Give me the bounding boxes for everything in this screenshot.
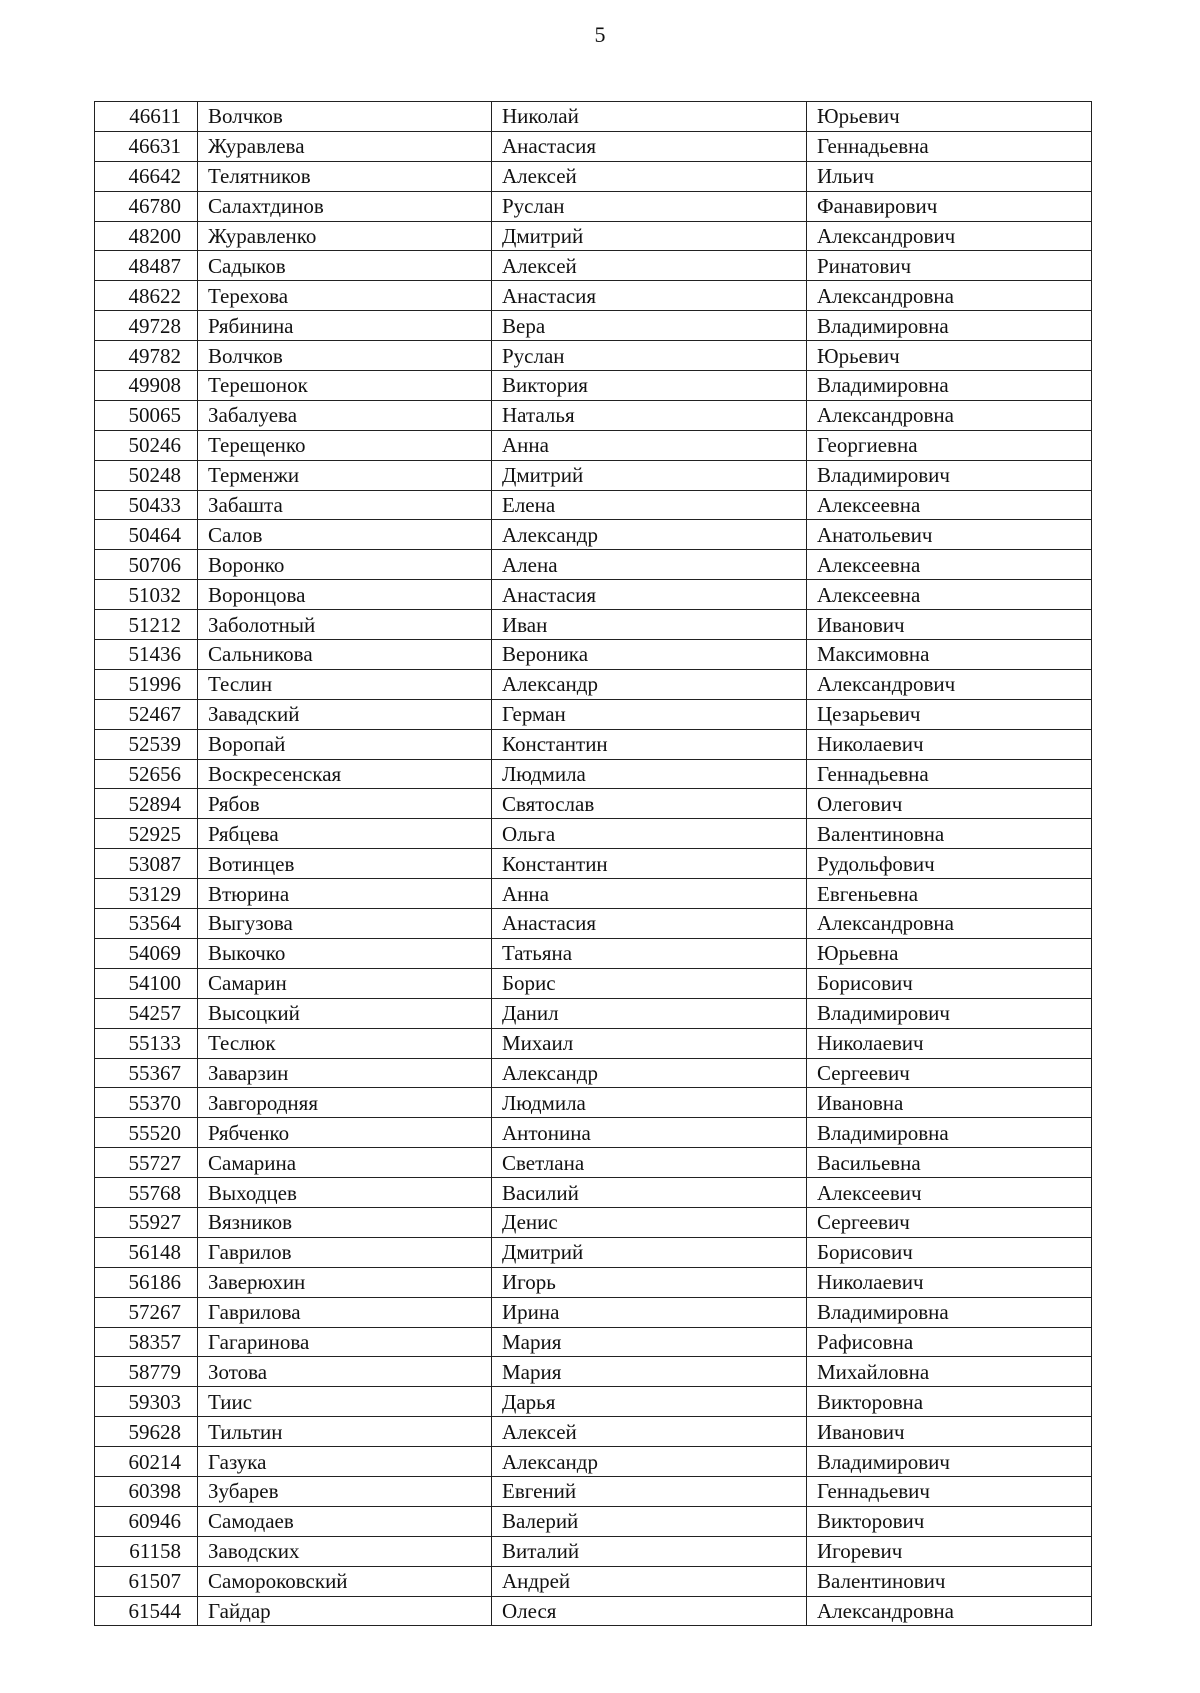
cell-surname: Салахтдинов	[198, 191, 492, 221]
cell-surname: Теслюк	[198, 1028, 492, 1058]
cell-surname: Зубарев	[198, 1476, 492, 1506]
cell-name: Анастасия	[492, 131, 807, 161]
cell-patronymic: Ильич	[807, 161, 1092, 191]
table-row	[95, 909, 1092, 939]
table-row	[95, 520, 1092, 550]
cell-surname: Заводских	[198, 1536, 492, 1566]
cell-name: Александр	[492, 1058, 807, 1088]
cell-patronymic: Николаевич	[807, 1267, 1092, 1297]
cell-id: 46642	[95, 161, 198, 191]
cell-patronymic: Михайловна	[807, 1357, 1092, 1387]
table-row	[95, 400, 1092, 430]
table-row	[95, 430, 1092, 460]
table-row	[95, 1088, 1092, 1118]
table-row	[95, 640, 1092, 670]
cell-patronymic: Александровна	[807, 909, 1092, 939]
cell-surname: Гайдар	[198, 1596, 492, 1626]
cell-patronymic: Рудольфович	[807, 849, 1092, 879]
cell-id: 51212	[95, 610, 198, 640]
cell-surname: Волчков	[198, 102, 492, 132]
cell-surname: Воронко	[198, 550, 492, 580]
table-row	[95, 1596, 1092, 1626]
cell-patronymic: Владимирович	[807, 1447, 1092, 1477]
cell-patronymic: Александровна	[807, 1596, 1092, 1626]
cell-patronymic: Викторович	[807, 1506, 1092, 1536]
cell-name: Евгений	[492, 1476, 807, 1506]
cell-id: 51436	[95, 640, 198, 670]
cell-id: 50246	[95, 430, 198, 460]
cell-patronymic: Александровна	[807, 400, 1092, 430]
cell-patronymic: Александрович	[807, 221, 1092, 251]
table-row	[95, 1506, 1092, 1536]
cell-name: Дмитрий	[492, 460, 807, 490]
cell-id: 60946	[95, 1506, 198, 1536]
cell-id: 61507	[95, 1566, 198, 1596]
table-row	[95, 251, 1092, 281]
table-row	[95, 1476, 1092, 1506]
cell-patronymic: Борисович	[807, 1237, 1092, 1267]
cell-patronymic: Валентинович	[807, 1566, 1092, 1596]
cell-id: 50464	[95, 520, 198, 550]
table-row	[95, 580, 1092, 610]
cell-name: Алексей	[492, 161, 807, 191]
cell-id: 55367	[95, 1058, 198, 1088]
cell-surname: Рябов	[198, 789, 492, 819]
table-row	[95, 1207, 1092, 1237]
cell-patronymic: Ринатович	[807, 251, 1092, 281]
cell-id: 50433	[95, 490, 198, 520]
cell-id: 61158	[95, 1536, 198, 1566]
cell-id: 50248	[95, 460, 198, 490]
table-row	[95, 849, 1092, 879]
cell-surname: Воропай	[198, 729, 492, 759]
cell-id: 51996	[95, 669, 198, 699]
cell-surname: Журавлева	[198, 131, 492, 161]
cell-surname: Выходцев	[198, 1178, 492, 1208]
cell-patronymic: Владимировна	[807, 371, 1092, 401]
table-row	[95, 1566, 1092, 1596]
cell-id: 46611	[95, 102, 198, 132]
table-row	[95, 1028, 1092, 1058]
cell-patronymic: Юрьевич	[807, 102, 1092, 132]
cell-patronymic: Николаевич	[807, 1028, 1092, 1058]
cell-surname: Терещенко	[198, 430, 492, 460]
cell-name: Александр	[492, 520, 807, 550]
cell-surname: Заболотный	[198, 610, 492, 640]
cell-patronymic: Сергеевич	[807, 1058, 1092, 1088]
cell-name: Алена	[492, 550, 807, 580]
cell-surname: Выкочко	[198, 938, 492, 968]
cell-patronymic: Борисович	[807, 968, 1092, 998]
cell-patronymic: Рафисовна	[807, 1327, 1092, 1357]
cell-name: Борис	[492, 968, 807, 998]
cell-surname: Самарина	[198, 1148, 492, 1178]
table-row	[95, 341, 1092, 371]
cell-surname: Заверюхин	[198, 1267, 492, 1297]
table-row	[95, 460, 1092, 490]
cell-surname: Самороковский	[198, 1566, 492, 1596]
cell-name: Татьяна	[492, 938, 807, 968]
cell-name: Дарья	[492, 1387, 807, 1417]
cell-id: 46780	[95, 191, 198, 221]
names-table-body	[95, 102, 1092, 1626]
cell-name: Александр	[492, 1447, 807, 1477]
cell-id: 59628	[95, 1417, 198, 1447]
cell-id: 58779	[95, 1357, 198, 1387]
cell-patronymic: Сергеевич	[807, 1207, 1092, 1237]
cell-name: Ирина	[492, 1297, 807, 1327]
cell-id: 53087	[95, 849, 198, 879]
cell-name: Анастасия	[492, 281, 807, 311]
table-row	[95, 131, 1092, 161]
cell-patronymic: Николаевич	[807, 729, 1092, 759]
cell-patronymic: Алексеевич	[807, 1178, 1092, 1208]
cell-patronymic: Алексеевна	[807, 490, 1092, 520]
cell-id: 50065	[95, 400, 198, 430]
cell-surname: Тиис	[198, 1387, 492, 1417]
cell-patronymic: Георгиевна	[807, 430, 1092, 460]
cell-surname: Телятников	[198, 161, 492, 191]
table-row	[95, 281, 1092, 311]
table-row	[95, 221, 1092, 251]
cell-name: Людмила	[492, 759, 807, 789]
cell-id: 52894	[95, 789, 198, 819]
cell-surname: Завадский	[198, 699, 492, 729]
cell-name: Елена	[492, 490, 807, 520]
cell-id: 55133	[95, 1028, 198, 1058]
table-row	[95, 1267, 1092, 1297]
cell-patronymic: Геннадьевич	[807, 1476, 1092, 1506]
cell-name: Светлана	[492, 1148, 807, 1178]
table-row	[95, 371, 1092, 401]
cell-name: Руслан	[492, 191, 807, 221]
cell-id: 48622	[95, 281, 198, 311]
table-row	[95, 102, 1092, 132]
cell-patronymic: Владимирович	[807, 460, 1092, 490]
cell-id: 48200	[95, 221, 198, 251]
cell-id: 60398	[95, 1476, 198, 1506]
cell-id: 52656	[95, 759, 198, 789]
cell-id: 54069	[95, 938, 198, 968]
cell-id: 56148	[95, 1237, 198, 1267]
cell-surname: Салов	[198, 520, 492, 550]
table-row	[95, 1387, 1092, 1417]
cell-patronymic: Владимировна	[807, 1297, 1092, 1327]
cell-surname: Гагаринова	[198, 1327, 492, 1357]
cell-surname: Терешонок	[198, 371, 492, 401]
cell-patronymic: Максимовна	[807, 640, 1092, 670]
cell-patronymic: Валентиновна	[807, 819, 1092, 849]
table-row	[95, 759, 1092, 789]
cell-name: Денис	[492, 1207, 807, 1237]
cell-surname: Воскресенская	[198, 759, 492, 789]
cell-patronymic: Олегович	[807, 789, 1092, 819]
table-row	[95, 1058, 1092, 1088]
cell-patronymic: Иванович	[807, 1417, 1092, 1447]
cell-surname: Сальникова	[198, 640, 492, 670]
cell-name: Антонина	[492, 1118, 807, 1148]
cell-surname: Гаврилов	[198, 1237, 492, 1267]
cell-name: Анастасия	[492, 909, 807, 939]
table-row	[95, 819, 1092, 849]
cell-name: Василий	[492, 1178, 807, 1208]
cell-surname: Садыков	[198, 251, 492, 281]
table-row	[95, 311, 1092, 341]
cell-id: 49908	[95, 371, 198, 401]
cell-patronymic: Анатольевич	[807, 520, 1092, 550]
cell-id: 48487	[95, 251, 198, 281]
cell-patronymic: Иванович	[807, 610, 1092, 640]
table-row	[95, 550, 1092, 580]
cell-surname: Втюрина	[198, 879, 492, 909]
cell-patronymic: Алексеевна	[807, 580, 1092, 610]
cell-patronymic: Александрович	[807, 669, 1092, 699]
cell-name: Наталья	[492, 400, 807, 430]
table-row	[95, 1536, 1092, 1566]
table-row	[95, 998, 1092, 1028]
cell-name: Мария	[492, 1327, 807, 1357]
cell-patronymic: Ивановна	[807, 1088, 1092, 1118]
cell-patronymic: Владимировна	[807, 1118, 1092, 1148]
table-row	[95, 938, 1092, 968]
cell-id: 55520	[95, 1118, 198, 1148]
cell-name: Вера	[492, 311, 807, 341]
cell-name: Вероника	[492, 640, 807, 670]
cell-surname: Журавленко	[198, 221, 492, 251]
cell-name: Виктория	[492, 371, 807, 401]
cell-name: Дмитрий	[492, 1237, 807, 1267]
cell-surname: Рябинина	[198, 311, 492, 341]
table-row	[95, 1297, 1092, 1327]
cell-name: Николай	[492, 102, 807, 132]
cell-id: 53564	[95, 909, 198, 939]
cell-id: 56186	[95, 1267, 198, 1297]
cell-surname: Терменжи	[198, 460, 492, 490]
cell-surname: Высоцкий	[198, 998, 492, 1028]
cell-name: Михаил	[492, 1028, 807, 1058]
cell-name: Алексей	[492, 1417, 807, 1447]
cell-id: 54257	[95, 998, 198, 1028]
table-row	[95, 1447, 1092, 1477]
cell-surname: Рябцева	[198, 819, 492, 849]
cell-id: 51032	[95, 580, 198, 610]
cell-patronymic: Евгеньевна	[807, 879, 1092, 909]
cell-id: 53129	[95, 879, 198, 909]
cell-surname: Гаврилова	[198, 1297, 492, 1327]
cell-id: 55927	[95, 1207, 198, 1237]
cell-patronymic: Васильевна	[807, 1148, 1092, 1178]
cell-name: Валерий	[492, 1506, 807, 1536]
cell-id: 49728	[95, 311, 198, 341]
table-row	[95, 1327, 1092, 1357]
cell-surname: Теслин	[198, 669, 492, 699]
cell-name: Андрей	[492, 1566, 807, 1596]
cell-surname: Забашта	[198, 490, 492, 520]
cell-id: 61544	[95, 1596, 198, 1626]
cell-name: Святослав	[492, 789, 807, 819]
table-row	[95, 1237, 1092, 1267]
cell-name: Данил	[492, 998, 807, 1028]
cell-surname: Зотова	[198, 1357, 492, 1387]
cell-patronymic: Цезарьевич	[807, 699, 1092, 729]
cell-name: Герман	[492, 699, 807, 729]
table-row	[95, 879, 1092, 909]
cell-id: 52539	[95, 729, 198, 759]
cell-patronymic: Юрьевич	[807, 341, 1092, 371]
cell-name: Игорь	[492, 1267, 807, 1297]
cell-id: 55370	[95, 1088, 198, 1118]
cell-name: Виталий	[492, 1536, 807, 1566]
cell-name: Константин	[492, 729, 807, 759]
cell-id: 50706	[95, 550, 198, 580]
table-row	[95, 1357, 1092, 1387]
table-row	[95, 1417, 1092, 1447]
cell-patronymic: Юрьевна	[807, 938, 1092, 968]
cell-name: Константин	[492, 849, 807, 879]
cell-surname: Газука	[198, 1447, 492, 1477]
cell-surname: Заварзин	[198, 1058, 492, 1088]
cell-patronymic: Владимировна	[807, 311, 1092, 341]
cell-surname: Забалуева	[198, 400, 492, 430]
cell-name: Александр	[492, 669, 807, 699]
cell-id: 58357	[95, 1327, 198, 1357]
cell-name: Иван	[492, 610, 807, 640]
cell-name: Руслан	[492, 341, 807, 371]
cell-name: Людмила	[492, 1088, 807, 1118]
cell-patronymic: Игоревич	[807, 1536, 1092, 1566]
table-row	[95, 191, 1092, 221]
cell-patronymic: Викторовна	[807, 1387, 1092, 1417]
cell-name: Олеся	[492, 1596, 807, 1626]
cell-id: 52925	[95, 819, 198, 849]
cell-name: Мария	[492, 1357, 807, 1387]
cell-patronymic: Фанавирович	[807, 191, 1092, 221]
cell-name: Анна	[492, 430, 807, 460]
table-row	[95, 1178, 1092, 1208]
cell-id: 57267	[95, 1297, 198, 1327]
cell-surname: Тильтин	[198, 1417, 492, 1447]
cell-name: Дмитрий	[492, 221, 807, 251]
table-row	[95, 968, 1092, 998]
cell-id: 49782	[95, 341, 198, 371]
table-row	[95, 1148, 1092, 1178]
cell-surname: Воронцова	[198, 580, 492, 610]
cell-surname: Самарин	[198, 968, 492, 998]
cell-patronymic: Владимирович	[807, 998, 1092, 1028]
cell-surname: Волчков	[198, 341, 492, 371]
page-number: 5	[594, 22, 606, 47]
table-row	[95, 490, 1092, 520]
cell-id: 52467	[95, 699, 198, 729]
table-row	[95, 699, 1092, 729]
cell-surname: Выгузова	[198, 909, 492, 939]
cell-id: 59303	[95, 1387, 198, 1417]
cell-id: 46631	[95, 131, 198, 161]
table-row	[95, 1118, 1092, 1148]
names-table	[94, 101, 1092, 1626]
table-row	[95, 610, 1092, 640]
cell-surname: Рябченко	[198, 1118, 492, 1148]
cell-surname: Вязников	[198, 1207, 492, 1237]
cell-patronymic: Геннадьевна	[807, 131, 1092, 161]
cell-name: Анастасия	[492, 580, 807, 610]
cell-surname: Самодаев	[198, 1506, 492, 1536]
cell-id: 55768	[95, 1178, 198, 1208]
cell-surname: Завгородняя	[198, 1088, 492, 1118]
cell-patronymic: Алексеевна	[807, 550, 1092, 580]
cell-surname: Вотинцев	[198, 849, 492, 879]
table-row	[95, 161, 1092, 191]
table-row	[95, 669, 1092, 699]
table-row	[95, 789, 1092, 819]
cell-surname: Терехова	[198, 281, 492, 311]
cell-name: Ольга	[492, 819, 807, 849]
cell-patronymic: Александровна	[807, 281, 1092, 311]
cell-name: Анна	[492, 879, 807, 909]
cell-id: 55727	[95, 1148, 198, 1178]
cell-id: 54100	[95, 968, 198, 998]
cell-id: 60214	[95, 1447, 198, 1477]
cell-patronymic: Геннадьевна	[807, 759, 1092, 789]
table-row	[95, 729, 1092, 759]
cell-name: Алексей	[492, 251, 807, 281]
